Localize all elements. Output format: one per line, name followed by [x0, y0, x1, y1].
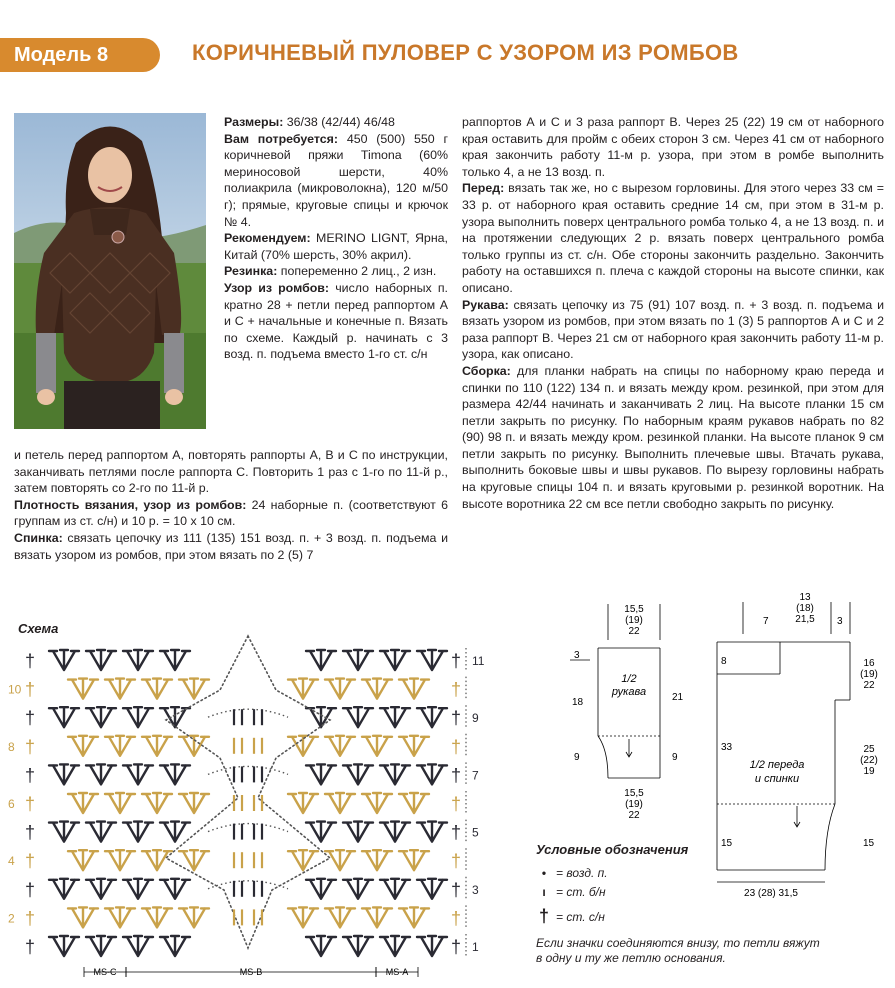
legend-row-dc	[536, 907, 836, 926]
stitch-fan	[49, 707, 79, 727]
svg-text:15,5(19)22	[624, 788, 644, 821]
svg-text:15,5(19)22	[624, 604, 644, 637]
stitch-fan	[399, 736, 429, 756]
stitch-fan	[417, 936, 447, 956]
stitch-fan	[417, 879, 447, 899]
assembly-text: для планки набрать на спицы по наборному краю переда и спинки по 110 (122) 134 п. и вязать между кром. резинкой, при этом для размера 42/44 начинать и заканчивать 2 лиц. На высоте планки 15 см петли закрыть по рисунку. По наборным краям рукавов набрать по 82 (90) 98 п. и вязать между кром. резинкой планки. На высоте планок 9 см петли закрыть по рисунку. Выполнить плечевые швы. Втачать рукава, выполнить боковые швы и швы рукавов. По вырезу горловины набрать на круговые спицы 104 п. и вязать круговыми р. резинкой воротник. На высоте воротника 22 см все петли свободно закрыть по рисунку.	[462, 363, 884, 511]
sleeve-left-mid: 18	[572, 697, 584, 708]
recommend-text: MERINO LIGNT, Ярна, Китай (70% шерсть, 30% акрил).	[224, 231, 448, 262]
sizes-text: 36/38 (42/44) 46/48	[283, 115, 395, 129]
stitch-fan	[399, 850, 429, 870]
stitch-fan	[380, 936, 410, 956]
sleeve-heading: Рукава:	[462, 297, 509, 312]
body-top-2: (18)	[796, 603, 814, 614]
stitch-fan	[306, 879, 336, 899]
repeat-label: MS-A	[385, 967, 409, 977]
text-column-1-bottom	[14, 447, 448, 563]
body-top-right: 3	[837, 616, 843, 627]
sleeve-label-1: 1/2	[621, 673, 637, 685]
recommend-heading: Рекомендуем:	[224, 231, 311, 246]
text-column-2	[462, 114, 884, 512]
sleeve-bottom-1: 15,5	[624, 788, 644, 799]
stitch-fan	[325, 679, 355, 699]
body-label-2: и спинки	[754, 773, 800, 785]
row-label-right: 1	[472, 940, 479, 954]
sizes-paragraph	[224, 114, 448, 131]
stitch-fan	[380, 707, 410, 727]
stitch-fan	[325, 850, 355, 870]
svg-text:16(19)22	[860, 658, 878, 691]
materials-heading: Вам потребуется:	[224, 131, 339, 146]
stitch-fan	[160, 764, 190, 784]
legend-title: Условные обозначения	[536, 842, 689, 857]
pattern-text: число наборных п. кратно 28 + петли перед раппортом А и С + начальные и конечные п. Вязать по схеме. Каждый р. начинать с 3 возд. п. подъема вместо 1-го ст. с/н	[224, 280, 448, 362]
stitch-fan	[160, 936, 190, 956]
stitch-fan	[343, 650, 373, 670]
stitch-fan	[160, 879, 190, 899]
svg-text:1/2 передаи спинки	[750, 759, 805, 785]
stitch-fan	[160, 707, 190, 727]
model-photo-illustration	[14, 113, 206, 429]
pattern-paragraph	[224, 280, 448, 363]
edge-treble-left: †	[24, 879, 36, 900]
sleeve-left-bot: 9	[574, 752, 580, 763]
stitch-fan	[123, 707, 153, 727]
pattern-heading: Узор из ромбов:	[224, 280, 330, 295]
stitch-fan	[306, 707, 336, 727]
stitch-fan	[306, 764, 336, 784]
materials-paragraph	[224, 131, 448, 231]
stitch-fan	[68, 907, 98, 927]
sleeve-bottom-2: (19)	[625, 799, 643, 810]
stitch-fan	[105, 736, 135, 756]
body-bottom-width: 23 (28) 31,5	[744, 888, 798, 899]
sleeve-text: связать цепочку из 75 (91) 107 возд. п. + 3 возд. п. подъема и вязать узором из ромбов, при этом вязать по 1 (3) 5 раппортов А и С и 2 раза раппорт В. Через 21 см от наборного края закончить работу 11-м р. узора, как описано.	[462, 297, 884, 362]
stitch-fan	[68, 736, 98, 756]
sleeve-right-bot: 9	[672, 752, 678, 763]
edge-treble-right: †	[450, 765, 462, 786]
svg-text:25(22)19	[860, 744, 878, 777]
stitch-fan	[105, 793, 135, 813]
sleeve-top-3: 22	[628, 626, 640, 637]
legend-note	[536, 936, 836, 966]
edge-treble-left: †	[24, 822, 36, 843]
row-label-left: 10	[8, 682, 22, 697]
sleeve-top-1: 15,5	[624, 604, 644, 615]
body-right-top-1: 16	[863, 658, 875, 669]
pattern-paragraph-cont: и петель перед раппортом А, повторять раппорты А, В и С по инструкции, заканчивать петлями после раппорта С. Повторить 1 раз с 1-го по 11-й р., затем повторять со 2-го по 11-й р.	[14, 448, 448, 496]
stitch-fan	[105, 850, 135, 870]
stitch-fan	[362, 850, 392, 870]
body-label-1: 1/2 переда	[749, 759, 805, 771]
stitch-fan	[288, 907, 318, 927]
edge-treble-left: †	[24, 908, 36, 929]
legend-text-sc: = ст. б/н	[556, 884, 606, 899]
stitch-fan	[86, 650, 116, 670]
back-paragraph	[14, 530, 448, 563]
sleeve-right-mid: 21	[672, 692, 684, 703]
body-right-top-2: (19)	[860, 669, 878, 680]
stitch-fan	[380, 764, 410, 784]
stitch-fan	[343, 879, 373, 899]
edge-treble-left: †	[24, 708, 36, 729]
stitch-fan	[123, 650, 153, 670]
stitch-fan	[160, 822, 190, 842]
model-label: Модель 8	[14, 43, 109, 66]
stitch-fan	[123, 879, 153, 899]
stitch-fan	[343, 822, 373, 842]
edge-treble-left: †	[24, 679, 36, 700]
body-right-mid-3: 19	[863, 766, 875, 777]
stitch-fan	[105, 679, 135, 699]
legend	[536, 842, 836, 966]
stitch-fan	[362, 679, 392, 699]
chart-chain-arc	[208, 766, 288, 774]
sleeve-schematic	[560, 600, 690, 821]
stitch-fan	[325, 793, 355, 813]
edge-treble-right: †	[450, 908, 462, 929]
double-crochet-icon: †	[538, 906, 549, 926]
row-label-left: 8	[8, 739, 15, 754]
model-badge	[0, 38, 160, 72]
row-label-right: 5	[472, 825, 479, 840]
density-heading: Плотность вязания, узор из ромбов:	[14, 497, 247, 512]
single-crochet-icon: ı	[542, 884, 546, 899]
row-label-right: 7	[472, 768, 479, 783]
stitch-fan	[399, 907, 429, 927]
crochet-chart	[0, 628, 500, 988]
front-text: вязать так же, но с вырезом горловины. Для этого через 33 см = 33 р. от наборного края оставить средние 14 см, при этом в 31-м р. узора выполнить поверх центрального ромба только 4, а не 13 возд. п. и на протяжении следующих 2 р. вязать поверх центрального ромба только группы из ст. с/н. Обе стороны закончить раздельно. Закончить работу на оставшихся п. плеча с каждой стороны на высоте спинки, как описано.	[462, 181, 884, 295]
schema-label: Схема	[18, 621, 59, 636]
back-heading: Спинка:	[14, 530, 63, 545]
body-left-neck: 8	[721, 656, 727, 667]
sleeve-left-top: 3	[574, 650, 580, 661]
stitch-fan	[142, 907, 172, 927]
chain-icon: •	[541, 865, 547, 880]
stitch-fan	[179, 793, 209, 813]
stitch-fan	[179, 679, 209, 699]
stitch-fan	[142, 736, 172, 756]
body-top-1: 13	[799, 592, 811, 603]
edge-treble-left: †	[24, 851, 36, 872]
stitch-fan	[49, 879, 79, 899]
sleeve-label-2: рукава	[611, 686, 647, 698]
density-paragraph	[14, 497, 448, 530]
assembly-heading: Сборка:	[462, 363, 511, 378]
materials-text: 450 (500) 550 г коричневой пряжи Timona (60% мериносовой шерсти, 40% полиакрила (микроволокна), 120 м/50 г); прямые, круговые спицы и крючок № 4.	[224, 131, 449, 229]
stitch-fan	[343, 764, 373, 784]
edge-treble-right: †	[450, 651, 462, 671]
body-left-bot: 15	[721, 838, 733, 849]
stitch-fan	[417, 707, 447, 727]
edge-treble-left: †	[24, 794, 36, 814]
row-label-left: 2	[8, 911, 15, 926]
stitch-fan	[49, 764, 79, 784]
stitch-fan	[179, 736, 209, 756]
stitch-fan	[142, 679, 172, 699]
front-paragraph	[462, 180, 884, 296]
stitch-fan	[380, 650, 410, 670]
sleeve-top-2: (19)	[625, 615, 643, 626]
body-right-bot: 15	[863, 838, 875, 849]
stitch-fan	[68, 850, 98, 870]
edge-treble-left: †	[24, 765, 36, 786]
legend-note-2: в одну и ту же петлю основания.	[536, 951, 726, 965]
stitch-fan	[86, 707, 116, 727]
stitch-fan	[49, 936, 79, 956]
rib-heading: Резинка:	[224, 264, 278, 279]
back-text: связать цепочку из 111 (135) 151 возд. п. + 3 возд. п. подъема и вязать узором из ромбов, при этом вязать по 2 (5) 7	[14, 530, 448, 562]
stitch-fan	[105, 907, 135, 927]
row-label-right: 11	[472, 654, 485, 668]
svg-text:1/2рукава	[611, 673, 646, 698]
edge-treble-left: †	[24, 651, 36, 671]
stitch-fan	[325, 736, 355, 756]
text-column-1-top	[224, 114, 448, 363]
row-label-left: 4	[8, 854, 15, 869]
stitch-fan	[49, 822, 79, 842]
svg-text:13(18)21,5	[795, 592, 815, 625]
stitch-fan	[123, 936, 153, 956]
legend-row-sc	[536, 882, 836, 901]
stitch-fan	[86, 822, 116, 842]
sleeve-bottom-3: 22	[628, 810, 640, 821]
stitch-fan	[399, 793, 429, 813]
repeat-label: MS-B	[239, 967, 263, 977]
stitch-fan	[86, 879, 116, 899]
stitch-fan	[325, 907, 355, 927]
stitch-fan	[142, 793, 172, 813]
legend-row-chain	[536, 863, 836, 882]
stitch-fan	[179, 907, 209, 927]
stitch-fan	[68, 793, 98, 813]
stitch-fan	[288, 793, 318, 813]
back-paragraph-cont: раппортов А и С и 3 раза раппорт В. Через 25 (22) 19 см от наборного края оставить для пройм с обеих сторон 3 см. Через 41 см от наборного края закончить работу 11-м р. узора, при этом в ромбе выполнить только 4, а не 13 возд. п.	[462, 115, 884, 179]
legend-note-1: Если значки соединяются внизу, то петли вяжут	[536, 936, 820, 950]
body-left-main: 33	[721, 742, 733, 753]
sizes-heading: Размеры:	[224, 115, 284, 129]
edge-treble-right: †	[450, 851, 462, 872]
edge-treble-right: †	[450, 736, 462, 757]
body-right-mid-1: 25	[863, 744, 875, 755]
page-title: КОРИЧНЕВЫЙ ПУЛОВЕР С УЗОРОМ ИЗ РОМБОВ	[192, 40, 739, 65]
sleeve-cuff-curve	[598, 736, 608, 778]
body-top-left: 7	[763, 616, 769, 627]
edge-treble-right: †	[450, 794, 462, 814]
front-heading: Перед:	[462, 181, 505, 196]
body-right-top-3: 22	[863, 680, 875, 691]
stitch-fan	[49, 650, 79, 670]
stitch-fan	[86, 764, 116, 784]
stitch-fan	[380, 879, 410, 899]
stitch-fan	[68, 679, 98, 699]
edge-treble-right: †	[450, 708, 462, 729]
stitch-fan	[417, 650, 447, 670]
stitch-fan	[142, 850, 172, 870]
legend-text-chain: = возд. п.	[556, 865, 608, 880]
stitch-fan	[417, 822, 447, 842]
stitch-fan	[343, 936, 373, 956]
stitch-fan	[288, 850, 318, 870]
edge-treble-right: †	[450, 879, 462, 900]
stitch-fan	[362, 736, 392, 756]
stitch-fan	[160, 650, 190, 670]
repeat-label: MS-C	[93, 967, 117, 977]
chart-chain-arc	[208, 824, 288, 832]
chart-chain-arc	[208, 709, 288, 717]
assembly-paragraph	[462, 363, 884, 512]
stitch-fan	[306, 822, 336, 842]
rib-paragraph	[224, 263, 448, 280]
density-text: 24 наборные п. (соответствуют 6 группам из ст. с/н) и 10 р. = 10 х 10 см.	[14, 497, 448, 529]
row-label-right: 9	[472, 711, 479, 726]
body-top-3: 21,5	[795, 614, 815, 625]
edge-treble-left: †	[24, 736, 36, 757]
body-right-mid-2: (22)	[860, 755, 878, 766]
recommend-paragraph	[224, 230, 448, 263]
stitch-fan	[86, 936, 116, 956]
edge-treble-right: †	[450, 822, 462, 843]
stitch-fan	[417, 764, 447, 784]
stitch-fan	[380, 822, 410, 842]
rib-text: попеременно 2 лиц., 2 изн.	[277, 264, 437, 279]
stitch-fan	[362, 907, 392, 927]
stitch-fan	[362, 793, 392, 813]
sleeve-paragraph	[462, 297, 884, 363]
model-photo	[14, 113, 206, 429]
stitch-fan	[123, 764, 153, 784]
stitch-fan	[399, 679, 429, 699]
row-label-left: 6	[8, 797, 15, 811]
stitch-fan	[306, 650, 336, 670]
stitch-fan	[306, 936, 336, 956]
edge-treble-right: †	[450, 679, 462, 700]
row-label-right: 3	[472, 882, 479, 897]
stitch-fan	[343, 707, 373, 727]
stitch-fan	[288, 679, 318, 699]
edge-treble-left: †	[24, 937, 36, 957]
legend-text-dc: = ст. с/н	[556, 909, 605, 924]
stitch-fan	[123, 822, 153, 842]
edge-treble-right: †	[450, 937, 462, 957]
